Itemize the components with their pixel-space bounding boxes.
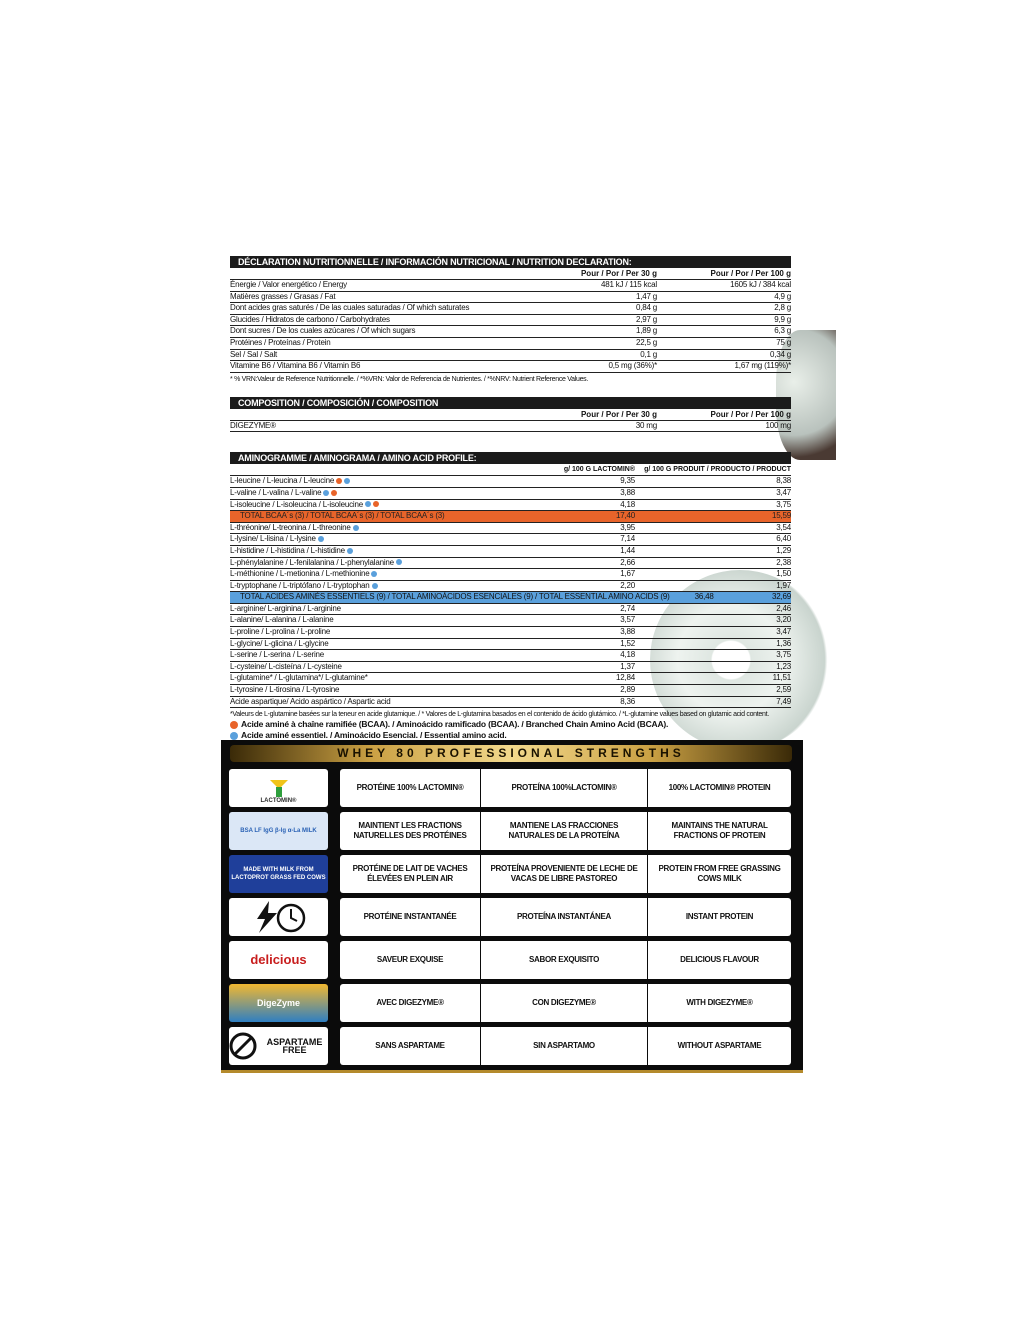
amino-value-b: 2,38 (776, 557, 791, 567)
nutrition-value-b: 75 g (776, 337, 791, 347)
amino-col-a: g/ 100 G LACTOMIN® (563, 466, 635, 474)
nutrition-header (230, 268, 791, 280)
nutrition-value-a: 22,5 g (635, 337, 657, 347)
amino-row (230, 697, 791, 709)
nutrition-name: Énergie / Valor energético / Energy (230, 280, 347, 289)
amino-row (230, 627, 791, 639)
lactomin-logo-text: LACTOMIN® (260, 798, 297, 804)
amino-row (230, 488, 791, 500)
nutrition-row (230, 315, 791, 327)
amino-note: *Valeurs de L-glutamine basées sur la teneur en acide glutamique. / * Valores de L-glutamina basados en el contenido de ácido glutámico. / *L-glutamine values based on glutamic acid content. (230, 711, 769, 719)
amino-value-b: 1,29 (776, 545, 791, 555)
strength-fr: PROTÉINE 100% LACTOMIN® (340, 769, 480, 807)
nutrition-name: Vitamine B6 / Vitamina B6 / Vitamin B6 (230, 361, 361, 371)
milk-fractions-icon (229, 812, 328, 850)
nutrition-row (230, 303, 791, 315)
nutrition-row (230, 361, 791, 373)
amino-row (230, 558, 791, 570)
nutrition-value-b: 1,67 mg (119%)* (734, 361, 791, 371)
amino-name: TOTAL ACIDES AMINÉS ESSENTIELS (9) / TOTAL AMINOÁCIDOS ESENCIALES (9) / TOTAL ESSENTIAL AMINO ACIDS (9) (240, 592, 670, 602)
amino-name: L-lysine/ L-lisina / L-lysine (230, 534, 545, 545)
delicious-logo-text: delicious (250, 952, 307, 967)
nutrition-table (230, 280, 791, 373)
amino-row (230, 569, 791, 581)
amino-value-a: 3,95 (620, 522, 635, 532)
amino-name: L-tyrosine / L-tirosina / L-tyrosine (230, 685, 340, 695)
nutrition-name: Protéines / Proteínas / Protein (230, 337, 331, 347)
nutrition-value-a: 481 kJ / 115 kcal (600, 280, 657, 289)
composition-col-b: Pour / Por / Per 100 g (710, 409, 791, 419)
nutrition-row (230, 280, 791, 292)
strength-fr: PROTÉINE INSTANTANÉE (340, 898, 480, 936)
delicious-logo-icon (229, 941, 328, 979)
amino-value-a: 8,36 (620, 696, 635, 706)
strength-fr: SAVEUR EXQUISE (340, 941, 480, 979)
amino-name: L-arginine/ L-arginina / L-arginine (230, 603, 341, 613)
composition-value-a: 30 mg (635, 420, 657, 430)
nutrition-value-b: 0,34 g (769, 349, 791, 359)
amino-value-b: 3,47 (776, 487, 791, 497)
amino-table (230, 476, 791, 708)
nutrition-name: Dont acides gras saturés / De las cuales saturadas / Of which saturates (230, 303, 470, 313)
amino-value-b: 3,75 (776, 650, 791, 660)
nutrition-row (230, 292, 791, 304)
legend-bcaa (230, 719, 791, 730)
amino-value-b: 8,38 (776, 476, 791, 486)
nutrition-title: DÉCLARATION NUTRITIONNELLE / INFORMACIÓN NUTRICIONAL / NUTRITION DECLARATION: (230, 256, 791, 268)
strength-row (229, 898, 791, 936)
nutrition-value-a: 0,1 g (640, 349, 657, 359)
strength-row (229, 1027, 791, 1065)
orange-dot-icon (331, 490, 337, 496)
nutrition-row (230, 338, 791, 350)
amino-name: L-thréonine/ L-treonina / L-threonine (230, 523, 545, 534)
amino-row (230, 476, 791, 488)
orange-dot-icon (336, 478, 342, 484)
blue-dot-icon (318, 536, 324, 542)
nutrition-row (230, 326, 791, 338)
amino-value-b: 3,20 (776, 615, 791, 625)
amino-row (230, 546, 791, 558)
amino-value-b: 15,59 (771, 511, 791, 521)
amino-name: L-alanine/ L-alanina / L-alanine (230, 615, 334, 625)
amino-value-b: 3,47 (776, 627, 791, 637)
strength-fr: SANS ASPARTAME (340, 1027, 480, 1065)
amino-value-b: 1,36 (776, 638, 791, 648)
amino-value-a: 4,18 (620, 650, 635, 660)
amino-value-a: 1,52 (620, 638, 635, 648)
nutrition-value-b: 1605 kJ / 384 kcal (730, 280, 791, 289)
label-sheet (230, 256, 791, 741)
nutrition-value-a: 0,84 g (635, 303, 657, 313)
amino-row (230, 500, 791, 512)
amino-value-b: 32,69 (771, 592, 791, 602)
amino-name: L-méthionine / L-metionina / L-methionine (230, 569, 545, 580)
amino-value-a: 3,88 (620, 627, 635, 637)
amino-value-b: 2,59 (776, 685, 791, 695)
amino-name: TOTAL BCAA´s (3) / TOTAL BCAA´s (3) / TOTAL BCAA´s (3) (240, 511, 445, 521)
orange-dot-icon (230, 721, 238, 729)
blue-dot-icon (344, 478, 350, 484)
amino-row (230, 685, 791, 697)
blue-dot-icon (353, 525, 359, 531)
amino-header (230, 464, 791, 476)
amino-name: Acide aspartique/ Acido aspártico / Aspartic acid (230, 696, 391, 706)
strength-es: CON DIGEZYME® (481, 984, 647, 1022)
nutrition-name: Sel / Sal / Salt (230, 349, 278, 359)
nutrition-col-a: Pour / Por / Per 30 g (580, 269, 657, 278)
nutrition-value-a: 1,47 g (635, 291, 657, 301)
amino-value-b: 7,49 (776, 696, 791, 706)
amino-row (230, 511, 791, 523)
blue-dot-icon (323, 490, 329, 496)
composition-row (230, 421, 791, 433)
grass-fed-cows-text: MADE WITH MILK FROM LACTOPROT GRASS FED COWS (231, 867, 326, 881)
composition-name: DIGEZYME® (230, 420, 276, 430)
nutrition-note: * % VRN:Valeur de Reference Nutritionnelle. / *%VRN: Valor de Referencia de Nutrientes. / *%NRV: Nutrient Reference Values. (230, 375, 589, 383)
nutrition-value-a: 2,97 g (635, 314, 657, 324)
amino-value-a: 17,40 (615, 511, 635, 521)
amino-name: L-valine / L-valina / L-valine (230, 488, 545, 499)
amino-value-a: 4,18 (620, 499, 635, 509)
strengths-panel (221, 740, 803, 1073)
amino-value-b: 3,75 (776, 499, 791, 509)
strength-en: INSTANT PROTEIN (648, 898, 791, 936)
amino-value-a: 9,35 (620, 476, 635, 486)
amino-value-b: 1,50 (776, 569, 791, 579)
nutrition-value-a: 1,89 g (635, 326, 657, 336)
legend-bcaa-text: Acide aminé à chaîne ramifiée (BCAA). / Aminoácido ramificado (BCAA). / Branched Chain Amino Acid (BCAA). (241, 719, 669, 730)
amino-title: AMINOGRAMME / AMINOGRAMA / AMINO ACID PROFILE: (230, 452, 791, 464)
amino-row (230, 673, 791, 685)
blue-dot-icon (371, 571, 377, 577)
blue-dot-icon (396, 559, 402, 565)
amino-name: L-proline / L-prolina / L-proline (230, 627, 331, 637)
amino-value-b: 11,51 (772, 673, 791, 683)
amino-row (230, 581, 791, 593)
blue-dot-icon (347, 548, 353, 554)
amino-value-a: 2,89 (620, 685, 635, 695)
amino-value-a: 1,67 (620, 569, 635, 579)
amino-value-a: 1,44 (620, 545, 635, 555)
composition-value-b: 100 mg (765, 420, 791, 430)
nutrition-col-b: Pour / Por / Per 100 g (710, 269, 791, 278)
strength-es: PROTEÍNA PROVENIENTE DE LECHE DE VACAS DE LIBRE PASTOREO (481, 855, 647, 893)
amino-name: L-isoleucine / L-isoleucina / L-isoleucine (230, 500, 545, 511)
amino-row (230, 615, 791, 627)
nutrition-value-b: 9,9 g (774, 314, 791, 324)
amino-name: L-leucine / L-leucina / L-leucine (230, 476, 545, 487)
amino-name: L-phénylalanine / L-fenilalanina / L-phenylalanine (230, 558, 545, 569)
strength-row (229, 941, 791, 979)
nutrition-name: Glucides / Hidratos de carbono / Carbohydrates (230, 314, 390, 324)
blue-dot-icon (372, 583, 378, 589)
amino-col-b: g/ 100 G PRODUIT / PRODUCTO / PRODUCT (644, 466, 791, 474)
composition-col-a: Pour / Por / Per 30 g (580, 409, 657, 419)
amino-value-a: 2,74 (620, 603, 635, 613)
blue-dot-icon (230, 732, 238, 740)
digezyme-logo-icon (229, 984, 328, 1022)
strength-es: MANTIENE LAS FRACCIONES NATURALES DE LA PROTEÍNA (481, 812, 647, 850)
strength-es: SIN ASPARTAMO (481, 1027, 647, 1065)
milk-fractions-text: BSA LF IgG β-lg α-La MILK (240, 828, 317, 834)
lactomin-logo-icon (229, 769, 328, 807)
legend-essential-text: Acide aminé essentiel. / Aminoácido Esencial. / Essential amino acid. (241, 730, 507, 741)
strength-en: DELICIOUS FLAVOUR (648, 941, 791, 979)
aspartame-free-icon (229, 1027, 328, 1065)
amino-row (230, 604, 791, 616)
blue-dot-icon (365, 501, 371, 507)
amino-value-a: 2,20 (620, 580, 635, 590)
amino-row (230, 523, 791, 535)
amino-row (230, 662, 791, 674)
amino-row (230, 639, 791, 651)
strength-fr: MAINTIENT LES FRACTIONS NATURELLES DES PROTÉINES (340, 812, 480, 850)
amino-value-b: 6,40 (776, 534, 791, 544)
strength-row (229, 769, 791, 807)
nutrition-row (230, 350, 791, 362)
amino-row (230, 592, 791, 604)
amino-value-a: 3,57 (620, 615, 635, 625)
strength-en: PROTEIN FROM FREE GRASSING COWS MILK (648, 855, 791, 893)
amino-name: L-tryptophane / L-triptófano / L-tryptophan (230, 581, 545, 592)
composition-table (230, 421, 791, 433)
amino-value-b: 3,54 (776, 522, 791, 532)
amino-name: L-glutamine* / L-glutamina*/ L-glutamine* (230, 673, 368, 683)
strength-en: MAINTAINS THE NATURAL FRACTIONS OF PROTEIN (648, 812, 791, 850)
amino-name: L-histidine / L-histidina / L-histidine (230, 546, 545, 557)
nutrition-value-b: 2,8 g (774, 303, 791, 313)
amino-value-b: 1,23 (776, 661, 791, 671)
amino-value-a: 36,48 (694, 592, 714, 602)
amino-value-a: 1,37 (620, 661, 635, 671)
strength-en: 100% LACTOMIN® PROTEIN (648, 769, 791, 807)
amino-value-a: 7,14 (620, 534, 635, 544)
aspartame-free-text: ASPARTAME FREE (266, 1037, 323, 1055)
strength-row (229, 812, 791, 850)
nutrition-value-b: 6,3 g (774, 326, 791, 336)
digezyme-logo-text: DigeZyme (256, 998, 300, 1008)
strength-fr: AVEC DIGEZYME® (340, 984, 480, 1022)
strengths-banner: WHEY 80 PROFESSIONAL STRENGTHS (230, 745, 792, 762)
amino-value-a: 3,88 (620, 487, 635, 497)
nutrition-name: Matières grasses / Grasas / Fat (230, 291, 336, 301)
amino-row (230, 534, 791, 546)
lightning-clock-icon (229, 898, 328, 936)
strength-en: WITHOUT ASPARTAME (648, 1027, 791, 1065)
amino-value-a: 12,84 (615, 673, 635, 683)
amino-name: L-serine / L-serina / L-serine (230, 650, 325, 660)
strength-row (229, 855, 791, 893)
strength-row (229, 984, 791, 1022)
nutrition-name: Dont sucres / De los cuales azúcares / Of which sugars (230, 326, 416, 336)
strength-fr: PROTÉINE DE LAIT DE VACHES ÉLEVÉES EN PLEIN AIR (340, 855, 480, 893)
composition-title: COMPOSITION / COMPOSICIÓN / COMPOSITION (230, 397, 791, 409)
amino-value-a: 2,66 (620, 557, 635, 567)
amino-row (230, 650, 791, 662)
strength-en: WITH DIGEZYME® (648, 984, 791, 1022)
amino-name: L-cysteine/ L-cisteína / L-cysteine (230, 661, 342, 671)
amino-value-b: 1,97 (776, 580, 791, 590)
amino-name: L-glycine/ L-glicina / L-glycine (230, 638, 329, 648)
strength-es: PROTEÍNA 100%LACTOMIN® (481, 769, 647, 807)
strength-es: PROTEÍNA INSTANTÁNEA (481, 898, 647, 936)
nutrition-value-b: 4,9 g (774, 291, 791, 301)
strength-es: SABOR EXQUISITO (481, 941, 647, 979)
grass-fed-cows-icon (229, 855, 328, 893)
amino-value-b: 2,46 (776, 603, 791, 613)
composition-header (230, 409, 791, 421)
nutrition-value-a: 0,5 mg (36%)* (608, 361, 657, 371)
orange-dot-icon (373, 501, 379, 507)
